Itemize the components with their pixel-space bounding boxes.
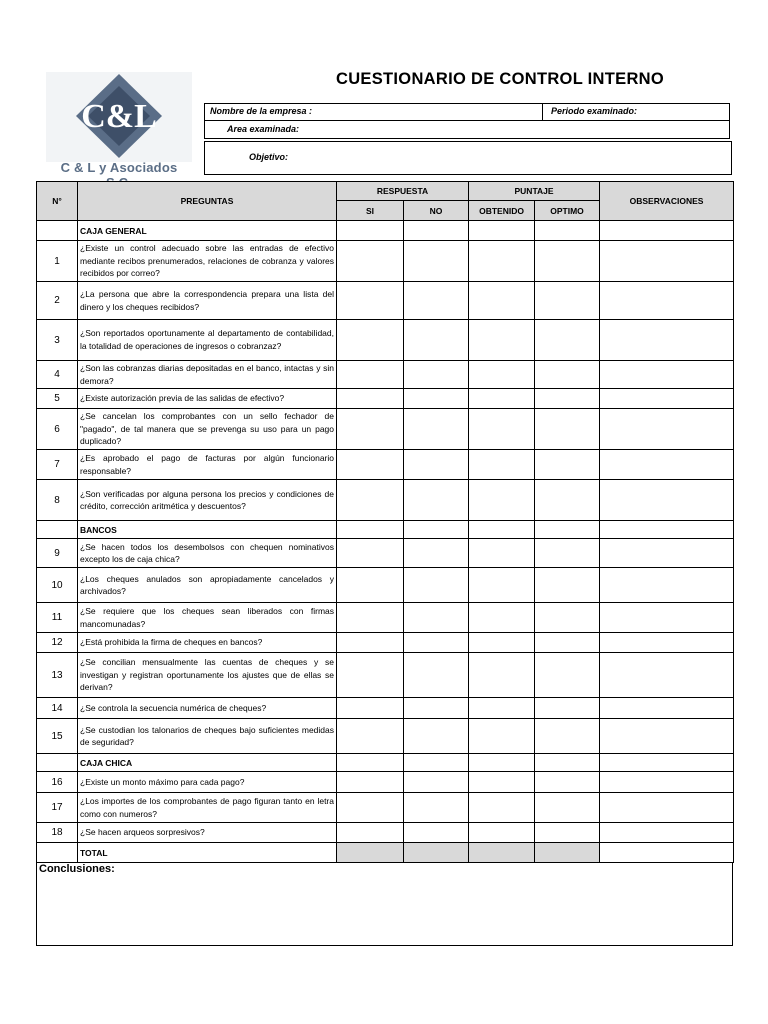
question-text: ¿Son las cobranzas diarias depositadas en el banco, intactas y sin demora? bbox=[78, 361, 337, 389]
table-row bbox=[37, 793, 734, 823]
question-text: ¿Se concilian mensualmente las cuentas de cheques y se investigan y registran oportunamente los ajustes que de ellas se derivan? bbox=[78, 653, 337, 698]
obtenido-cell[interactable] bbox=[469, 633, 535, 653]
question-text: ¿Existe un control adecuado sobre las entradas de efectivo mediante recibos prenumerados, relaciones de cobranza y valores recibidos por correo? bbox=[78, 241, 337, 282]
no-cell[interactable] bbox=[404, 539, 469, 568]
question-number: 18 bbox=[37, 823, 78, 843]
question-text: ¿Existe un monto máximo para cada pago? bbox=[78, 772, 337, 793]
optimo-cell[interactable] bbox=[535, 521, 600, 539]
table-row bbox=[37, 282, 734, 320]
observaciones-cell[interactable] bbox=[600, 389, 734, 409]
observaciones-cell[interactable] bbox=[600, 282, 734, 320]
no-cell[interactable] bbox=[404, 282, 469, 320]
question-number: 6 bbox=[37, 409, 78, 450]
no-cell[interactable] bbox=[404, 221, 469, 241]
obtenido-cell[interactable] bbox=[469, 539, 535, 568]
periodo-label: Periodo examinado: bbox=[551, 106, 638, 116]
blank-number-cell bbox=[37, 521, 78, 539]
table-row bbox=[37, 320, 734, 361]
optimo-cell[interactable] bbox=[535, 843, 600, 863]
no-cell[interactable] bbox=[404, 653, 469, 698]
svg-text:C&L: C&L bbox=[81, 98, 157, 135]
col-respuesta-header: RESPUESTA bbox=[337, 182, 469, 201]
question-number: 4 bbox=[37, 361, 78, 389]
col-optimo-header: OPTIMO bbox=[535, 201, 600, 221]
table-row bbox=[37, 823, 734, 843]
si-cell[interactable] bbox=[337, 603, 404, 633]
observaciones-cell[interactable] bbox=[600, 450, 734, 480]
observaciones-cell[interactable] bbox=[600, 823, 734, 843]
no-cell[interactable] bbox=[404, 568, 469, 603]
no-cell[interactable] bbox=[404, 772, 469, 793]
no-cell[interactable] bbox=[404, 521, 469, 539]
question-text: ¿Los cheques anulados son apropiadamente cancelados y archivados? bbox=[78, 568, 337, 603]
obtenido-cell[interactable] bbox=[469, 450, 535, 480]
si-cell[interactable] bbox=[337, 409, 404, 450]
observaciones-cell[interactable] bbox=[600, 361, 734, 389]
optimo-cell[interactable] bbox=[535, 698, 600, 719]
obtenido-cell[interactable] bbox=[469, 241, 535, 282]
no-cell[interactable] bbox=[404, 823, 469, 843]
si-cell[interactable] bbox=[337, 823, 404, 843]
table-row bbox=[37, 539, 734, 568]
empresa-row bbox=[204, 103, 730, 120]
no-cell[interactable] bbox=[404, 409, 469, 450]
conclusiones-box[interactable] bbox=[36, 863, 733, 946]
no-cell[interactable] bbox=[404, 843, 469, 863]
no-cell[interactable] bbox=[404, 480, 469, 521]
obtenido-cell[interactable] bbox=[469, 568, 535, 603]
header-info-box bbox=[204, 103, 732, 173]
observaciones-cell[interactable] bbox=[600, 633, 734, 653]
obtenido-cell[interactable] bbox=[469, 480, 535, 521]
si-cell[interactable] bbox=[337, 698, 404, 719]
question-text: ¿Se custodian los talonarios de cheques bajo suficientes medidas de seguridad? bbox=[78, 719, 337, 754]
col-si-header: SI bbox=[337, 201, 404, 221]
si-cell[interactable] bbox=[337, 241, 404, 282]
question-text: ¿Los importes de los comprobantes de pago figuran tanto en letra como con numeros? bbox=[78, 793, 337, 823]
section-row bbox=[37, 221, 734, 241]
observaciones-cell[interactable] bbox=[600, 568, 734, 603]
si-cell[interactable] bbox=[337, 568, 404, 603]
si-cell[interactable] bbox=[337, 450, 404, 480]
question-number: 11 bbox=[37, 603, 78, 633]
observaciones-cell[interactable] bbox=[600, 698, 734, 719]
si-cell[interactable] bbox=[337, 843, 404, 863]
observaciones-cell[interactable] bbox=[600, 320, 734, 361]
obtenido-cell[interactable] bbox=[469, 409, 535, 450]
optimo-cell[interactable] bbox=[535, 221, 600, 241]
observaciones-cell[interactable] bbox=[600, 241, 734, 282]
no-cell[interactable] bbox=[404, 793, 469, 823]
logo-diamond-icon bbox=[46, 72, 192, 162]
obtenido-cell[interactable] bbox=[469, 698, 535, 719]
total-label: TOTAL bbox=[78, 843, 337, 863]
optimo-cell[interactable] bbox=[535, 241, 600, 282]
optimo-cell[interactable] bbox=[535, 539, 600, 568]
obtenido-cell[interactable] bbox=[469, 221, 535, 241]
question-text: ¿Está prohibida la firma de cheques en bancos? bbox=[78, 633, 337, 653]
questionnaire-table bbox=[36, 181, 734, 863]
blank-number-cell bbox=[37, 843, 78, 863]
optimo-cell[interactable] bbox=[535, 633, 600, 653]
obtenido-cell[interactable] bbox=[469, 653, 535, 698]
optimo-cell[interactable] bbox=[535, 282, 600, 320]
table-row bbox=[37, 361, 734, 389]
question-number: 5 bbox=[37, 389, 78, 409]
area-label: Area examinada: bbox=[227, 124, 300, 134]
area-row bbox=[204, 120, 730, 139]
section-title: BANCOS bbox=[78, 521, 337, 539]
optimo-cell[interactable] bbox=[535, 823, 600, 843]
si-cell[interactable] bbox=[337, 480, 404, 521]
empresa-label: Nombre de la empresa : bbox=[210, 106, 313, 116]
question-text: ¿Se hacen arqueos sorpresivos? bbox=[78, 823, 337, 843]
col-no-header: NO bbox=[404, 201, 469, 221]
table-row bbox=[37, 389, 734, 409]
obtenido-cell[interactable] bbox=[469, 320, 535, 361]
observaciones-cell[interactable] bbox=[600, 719, 734, 754]
no-cell[interactable] bbox=[404, 719, 469, 754]
obtenido-cell[interactable] bbox=[469, 772, 535, 793]
si-cell[interactable] bbox=[337, 719, 404, 754]
table-row bbox=[37, 603, 734, 633]
col-preguntas-header: PREGUNTAS bbox=[78, 182, 337, 221]
obtenido-cell[interactable] bbox=[469, 603, 535, 633]
no-cell[interactable] bbox=[404, 320, 469, 361]
question-number: 10 bbox=[37, 568, 78, 603]
observaciones-cell[interactable] bbox=[600, 793, 734, 823]
question-number: 16 bbox=[37, 772, 78, 793]
question-number: 9 bbox=[37, 539, 78, 568]
question-text: ¿Es aprobado el pago de facturas por algún funcionario responsable? bbox=[78, 450, 337, 480]
question-text: ¿Existe autorización previa de las salidas de efectivo? bbox=[78, 389, 337, 409]
observaciones-cell[interactable] bbox=[600, 480, 734, 521]
blank-number-cell bbox=[37, 221, 78, 241]
si-cell[interactable] bbox=[337, 539, 404, 568]
optimo-cell[interactable] bbox=[535, 480, 600, 521]
col-observaciones-header: OBSERVACIONES bbox=[600, 182, 734, 221]
si-cell[interactable] bbox=[337, 772, 404, 793]
obtenido-cell[interactable] bbox=[469, 282, 535, 320]
optimo-cell[interactable] bbox=[535, 793, 600, 823]
si-cell[interactable] bbox=[337, 793, 404, 823]
no-cell[interactable] bbox=[404, 698, 469, 719]
optimo-cell[interactable] bbox=[535, 361, 600, 389]
si-cell[interactable] bbox=[337, 320, 404, 361]
observaciones-cell[interactable] bbox=[600, 521, 734, 539]
si-cell[interactable] bbox=[337, 361, 404, 389]
question-number: 3 bbox=[37, 320, 78, 361]
optimo-cell[interactable] bbox=[535, 450, 600, 480]
obtenido-cell[interactable] bbox=[469, 793, 535, 823]
si-cell[interactable] bbox=[337, 754, 404, 772]
question-number: 17 bbox=[37, 793, 78, 823]
no-cell[interactable] bbox=[404, 754, 469, 772]
table-row bbox=[37, 653, 734, 698]
observaciones-cell[interactable] bbox=[600, 409, 734, 450]
col-obtenido-header: OBTENIDO bbox=[469, 201, 535, 221]
table-row bbox=[37, 409, 734, 450]
question-text: ¿La persona que abre la correspondencia prepara una lista del dinero y los cheques recibidos? bbox=[78, 282, 337, 320]
no-cell[interactable] bbox=[404, 603, 469, 633]
optimo-cell[interactable] bbox=[535, 568, 600, 603]
col-num-header: N° bbox=[37, 182, 78, 221]
observaciones-cell[interactable] bbox=[600, 843, 734, 863]
question-number: 2 bbox=[37, 282, 78, 320]
si-cell[interactable] bbox=[337, 633, 404, 653]
table-row bbox=[37, 772, 734, 793]
si-cell[interactable] bbox=[337, 389, 404, 409]
section-title: CAJA CHICA bbox=[78, 754, 337, 772]
table-row bbox=[37, 633, 734, 653]
col-puntaje-header: PUNTAJE bbox=[469, 182, 600, 201]
questionnaire-body bbox=[37, 221, 734, 863]
company-logo bbox=[46, 72, 192, 184]
question-text: ¿Son verificadas por alguna persona los precios y condiciones de crédito, corrección aritmética y descuentos? bbox=[78, 480, 337, 521]
obtenido-cell[interactable] bbox=[469, 754, 535, 772]
question-number: 7 bbox=[37, 450, 78, 480]
question-text: ¿Se cancelan los comprobantes con un sello fechador de "pagado", de tal manera que se prevenga su uso para un pago duplicado? bbox=[78, 409, 337, 450]
obtenido-cell[interactable] bbox=[469, 361, 535, 389]
no-cell[interactable] bbox=[404, 450, 469, 480]
objetivo-row bbox=[204, 141, 732, 175]
question-text: ¿Son reportados oportunamente al departamento de contabilidad, la totalidad de operaciones de ingresos o cobranzaz? bbox=[78, 320, 337, 361]
optimo-cell[interactable] bbox=[535, 603, 600, 633]
table-row bbox=[37, 719, 734, 754]
observaciones-cell[interactable] bbox=[600, 754, 734, 772]
optimo-cell[interactable] bbox=[535, 719, 600, 754]
question-number: 12 bbox=[37, 633, 78, 653]
logo-company-name: C & L y Asociados bbox=[60, 160, 178, 175]
section-row bbox=[37, 754, 734, 772]
header-divider bbox=[542, 104, 543, 121]
optimo-cell[interactable] bbox=[535, 772, 600, 793]
section-title: CAJA GENERAL bbox=[78, 221, 337, 241]
si-cell[interactable] bbox=[337, 521, 404, 539]
objetivo-label: Objetivo: bbox=[249, 152, 289, 162]
observaciones-cell[interactable] bbox=[600, 772, 734, 793]
obtenido-cell[interactable] bbox=[469, 521, 535, 539]
question-number: 1 bbox=[37, 241, 78, 282]
table-row bbox=[37, 698, 734, 719]
optimo-cell[interactable] bbox=[535, 389, 600, 409]
question-number: 14 bbox=[37, 698, 78, 719]
section-row bbox=[37, 521, 734, 539]
blank-number-cell bbox=[37, 754, 78, 772]
observaciones-cell[interactable] bbox=[600, 539, 734, 568]
optimo-cell[interactable] bbox=[535, 653, 600, 698]
obtenido-cell[interactable] bbox=[469, 719, 535, 754]
optimo-cell[interactable] bbox=[535, 754, 600, 772]
observaciones-cell[interactable] bbox=[600, 603, 734, 633]
table-row bbox=[37, 450, 734, 480]
question-number: 15 bbox=[37, 719, 78, 754]
optimo-cell[interactable] bbox=[535, 320, 600, 361]
si-cell[interactable] bbox=[337, 221, 404, 241]
page-title: CUESTIONARIO DE CONTROL INTERNO bbox=[336, 70, 665, 88]
question-text: ¿Se hacen todos los desembolsos con chequen nominativos excepto los de caja chica? bbox=[78, 539, 337, 568]
table-row bbox=[37, 568, 734, 603]
question-text: ¿Se controla la secuencia numérica de cheques? bbox=[78, 698, 337, 719]
si-cell[interactable] bbox=[337, 282, 404, 320]
question-number: 8 bbox=[37, 480, 78, 521]
question-text: ¿Se requiere que los cheques sean liberados con firmas mancomunadas? bbox=[78, 603, 337, 633]
conclusiones-label: Conclusiones: bbox=[39, 863, 115, 875]
observaciones-cell[interactable] bbox=[600, 653, 734, 698]
no-cell[interactable] bbox=[404, 361, 469, 389]
observaciones-cell[interactable] bbox=[600, 221, 734, 241]
optimo-cell[interactable] bbox=[535, 409, 600, 450]
no-cell[interactable] bbox=[404, 633, 469, 653]
table-row bbox=[37, 241, 734, 282]
obtenido-cell[interactable] bbox=[469, 843, 535, 863]
total-row bbox=[37, 843, 734, 863]
no-cell[interactable] bbox=[404, 389, 469, 409]
no-cell[interactable] bbox=[404, 241, 469, 282]
si-cell[interactable] bbox=[337, 653, 404, 698]
table-row bbox=[37, 480, 734, 521]
obtenido-cell[interactable] bbox=[469, 823, 535, 843]
obtenido-cell[interactable] bbox=[469, 389, 535, 409]
question-number: 13 bbox=[37, 653, 78, 698]
